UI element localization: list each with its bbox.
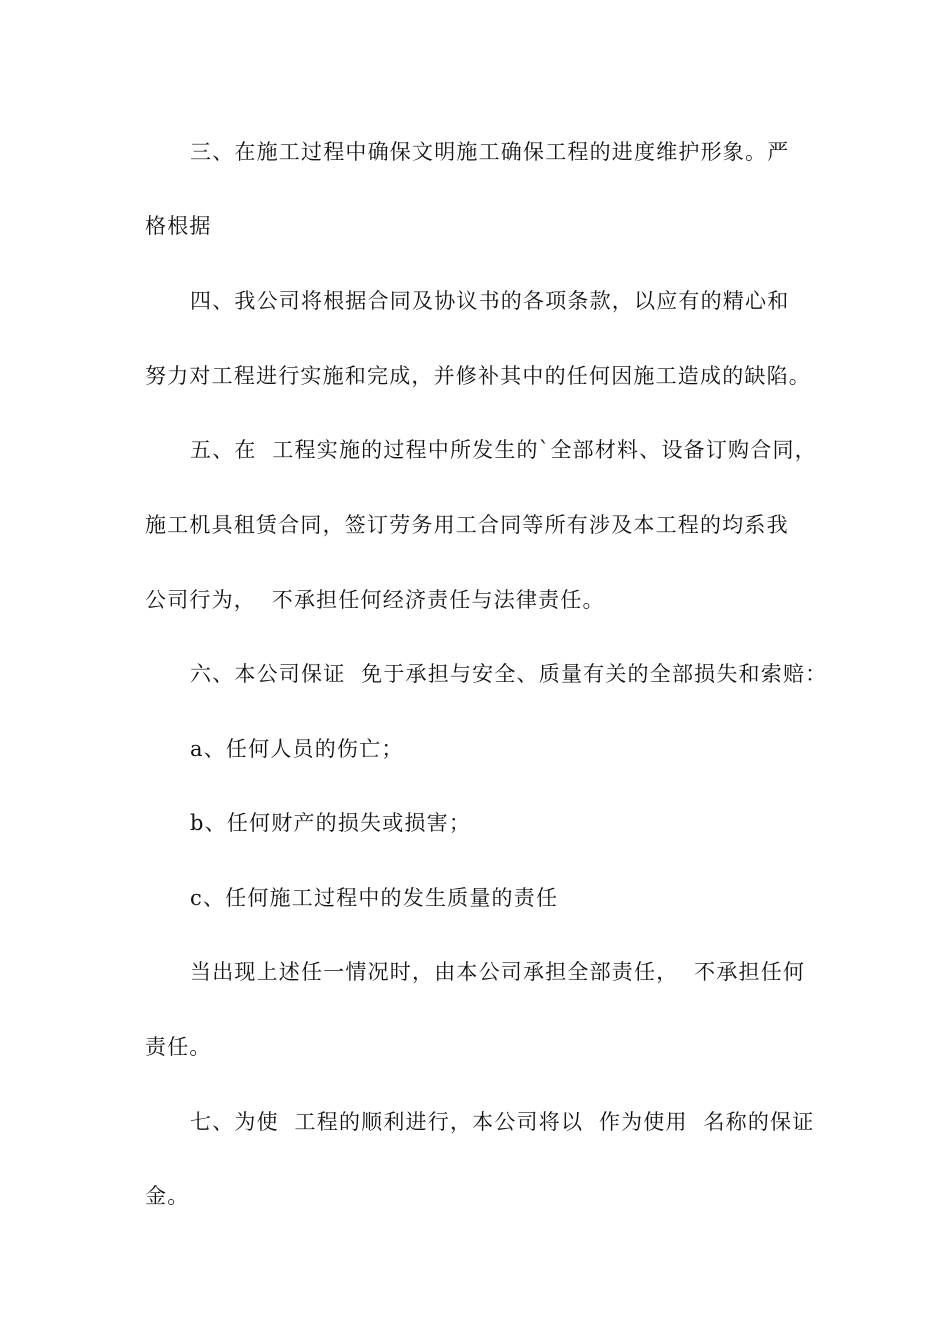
clause-4-line-1: 四、我公司将根据合同及协议书的各项条款，以应有的精心和 bbox=[190, 289, 790, 313]
liability-line-2: 责任。 bbox=[145, 1035, 212, 1059]
clause-6-item-b: b、任何财产的损失或损害； bbox=[190, 811, 472, 835]
clause-5-line-1: 五、在 工程实施的过程中所发生的`全部材料、设备订购合同， bbox=[190, 438, 817, 462]
liability-line-1: 当出现上述任一情况时，由本公司承担全部责任， 不承担任何 bbox=[190, 960, 806, 984]
clause-5-line-2: 施工机具租赁合同，签订劳务用工合同等所有涉及本工程的均系我 bbox=[145, 513, 789, 537]
clause-4-line-2: 努力对工程进行实施和完成，并修补其中的任何因施工造成的缺陷。 bbox=[145, 364, 811, 388]
clause-5-line-3: 公司行为， 不承担任何经济责任与法律责任。 bbox=[145, 588, 605, 612]
clause-7-line-2: 金。 bbox=[145, 1184, 190, 1208]
clause-3-line-2: 格根据 bbox=[145, 214, 212, 238]
clause-3-line-1: 三、在施工过程中确保文明施工确保工程的进度维护形象。严 bbox=[190, 140, 790, 164]
clause-6-item-c: c、任何施工过程中的发生质量的责任 bbox=[190, 886, 559, 910]
clause-6-line-1: 六、本公司保证 免于承担与安全、质量有关的全部损失和索赔： bbox=[190, 662, 828, 686]
clause-7-line-1: 七、为使 工程的顺利进行，本公司将以 作为使用 名称的保证 bbox=[190, 1110, 815, 1134]
clause-6-item-a: a、任何人员的伤亡； bbox=[190, 737, 404, 761]
